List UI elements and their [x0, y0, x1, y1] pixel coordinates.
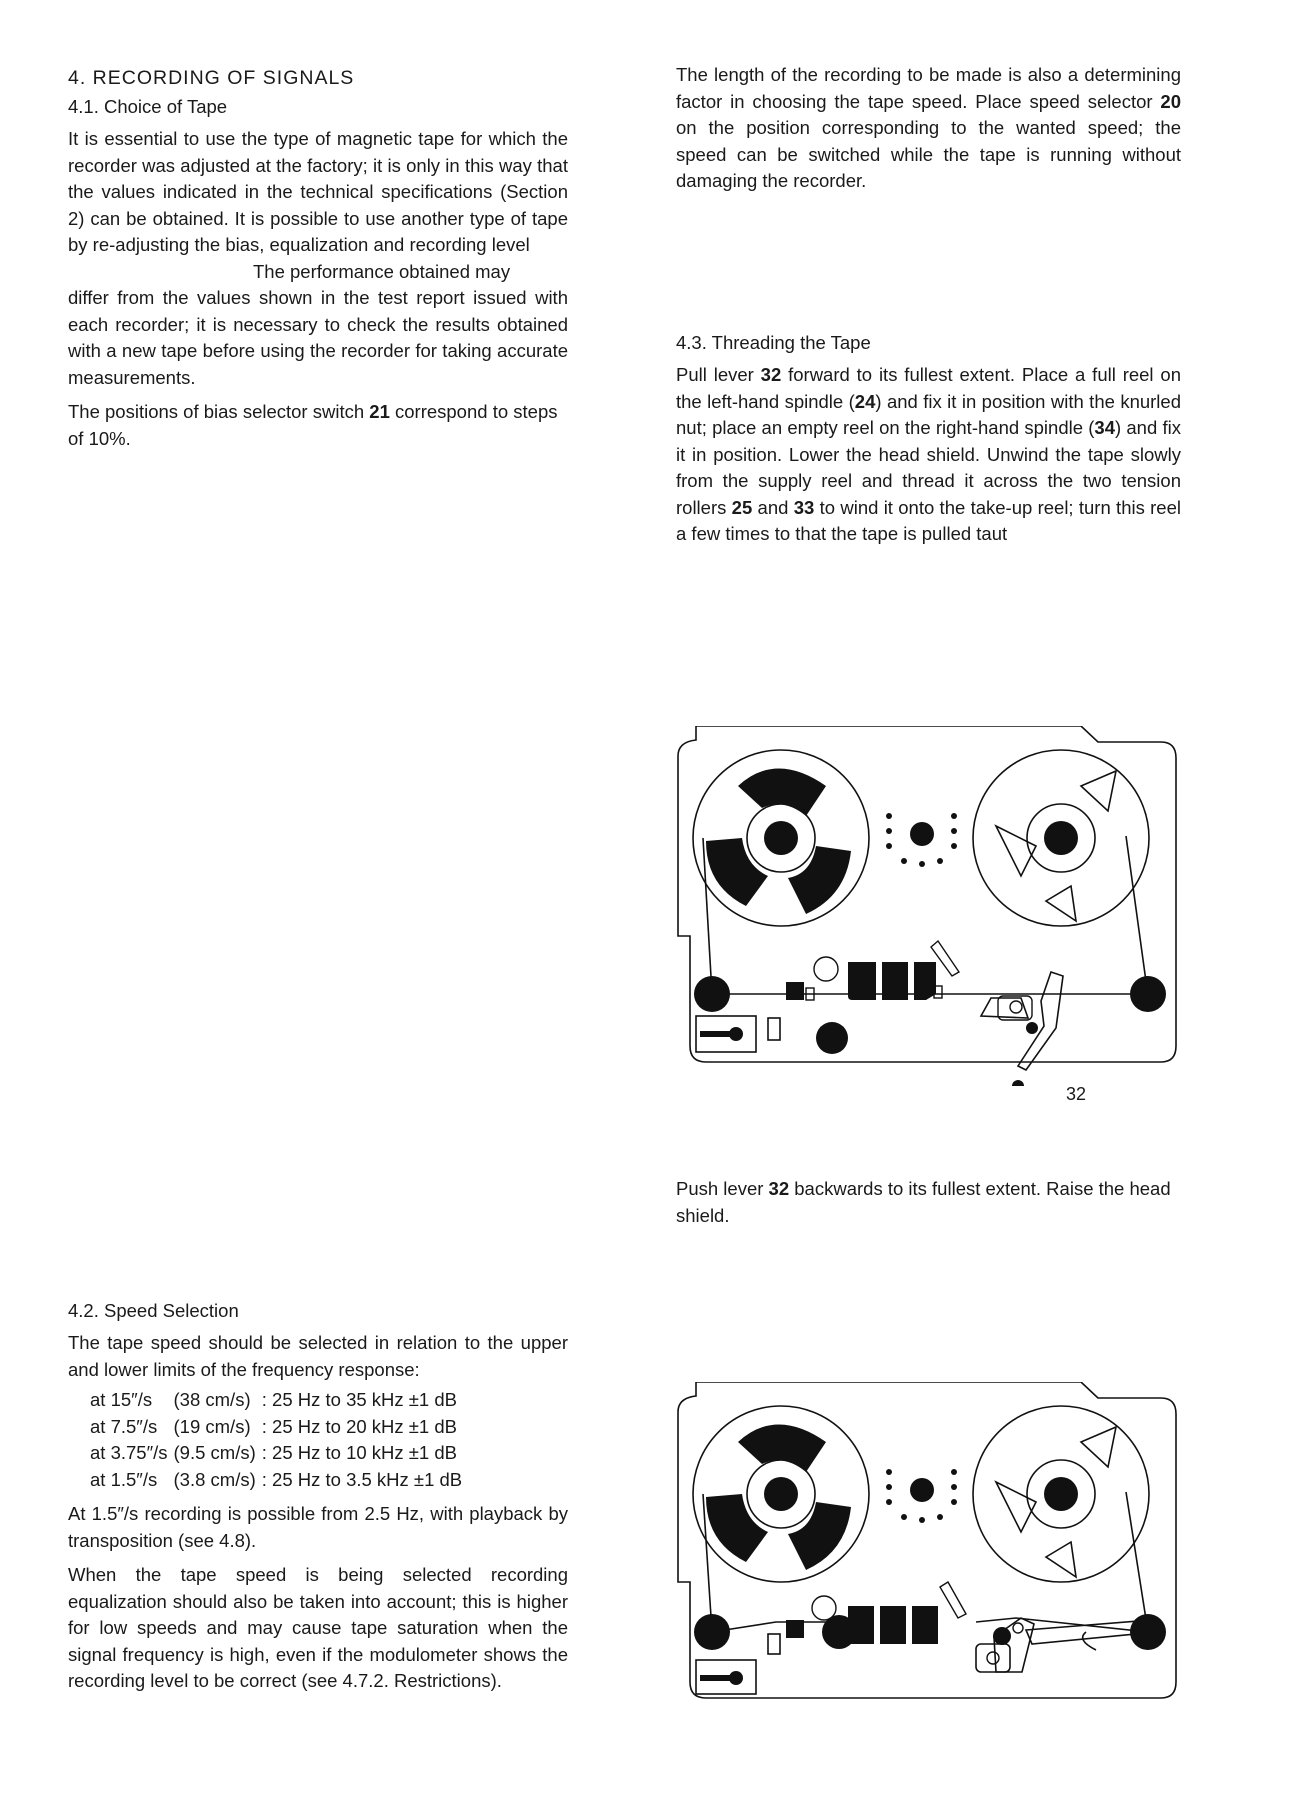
heading-4-1: 4.1. Choice of Tape [68, 96, 228, 117]
table-row: at 15″/s (38 cm/s) : 25 Hz to 35 kHz ±1 dB [90, 1389, 457, 1410]
low-speed-paragraph: At 1.5″/s recording is possible from 2.5 Hz, with playback by transposition (see 4.8). [68, 1503, 568, 1551]
choice-of-tape-paragraph-c: differ from the values shown in the test report issued with each recorder; it is necessary to check the results obtained with a new tape before using the recorder for taking accurate measurements. [68, 287, 568, 388]
choice-of-tape-paragraph-b: The performance obtained may [253, 260, 511, 282]
choice-of-tape-paragraph-a: It is essential to use the type of magnetic tape for which the recorder was adjusted at the factory; it is only in this way that the values indicated in the technical specifications (Section 2) can be obtained. It is possible to use another type of tape by re-adjusting the bias, equalization and recording level [68, 128, 568, 255]
table-row: at 1.5″/s (3.8 cm/s) : 25 Hz to 3.5 kHz ±1 dB [90, 1468, 463, 1490]
left-column-bottom [68, 1298, 568, 1703]
right-column-threading [676, 330, 1181, 556]
section-title: 4. RECORDING OF SIGNALS [68, 67, 355, 89]
speed-selection-intro: The tape speed should be selected in relation to the upper and lower limits of the frequency response: [68, 1332, 568, 1380]
threading-paragraph: Pull lever 32 forward to its fullest extent. Place a full reel on the left-hand spindle (24) and fix it in position with the knurled nut; place an empty reel on the right-hand spindle (34) and fix it in position. Lower the head shield. Unwind the tape slowly from the supply reel and thread it across the two tension rollers 25 and 33 to wind it onto the take-up reel; turn this reel a few times to that the tape is pulled taut [676, 364, 1181, 544]
speed-selector-paragraph: The length of the recording to be made is also a determining factor in choosing the tape speed. Place speed selector 20 on the position corresponding to the wanted speed; the speed can be switched while the tape is running without damaging the recorder. [676, 64, 1181, 191]
table-row: at 3.75″/s (9.5 cm/s) : 25 Hz to 10 kHz ±1 dB [90, 1442, 457, 1463]
equalization-paragraph: When the tape speed is being selected recording equalization should also be taken into account; this is higher for low speeds and may cause tape saturation when the signal frequency is high, even if the modulometer shows the recording level to be correct (see 4.7.2. Restrictions). [68, 1564, 568, 1691]
push-lever-paragraph: Push lever 32 backwards to its fullest extent. Raise the head shield. [676, 1178, 1171, 1226]
tape-recorder-diagram-playback [676, 1382, 1186, 1702]
right-column-push [676, 1176, 1181, 1237]
left-column-top [68, 64, 568, 460]
heading-4-3: 4.3. Threading the Tape [676, 332, 871, 353]
table-row: at 7.5″/s (19 cm/s) : 25 Hz to 20 kHz ±1 dB [90, 1415, 457, 1437]
lever-32-label: 32 [1066, 1084, 1087, 1104]
speed-table [90, 1387, 468, 1493]
heading-4-2: 4.2. Speed Selection [68, 1300, 239, 1321]
tape-recorder-diagram-threaded [676, 726, 1186, 1086]
right-column-top [676, 62, 1181, 203]
bias-selector-paragraph: The positions of bias selector switch 21 correspond to steps of 10%. [68, 401, 558, 449]
